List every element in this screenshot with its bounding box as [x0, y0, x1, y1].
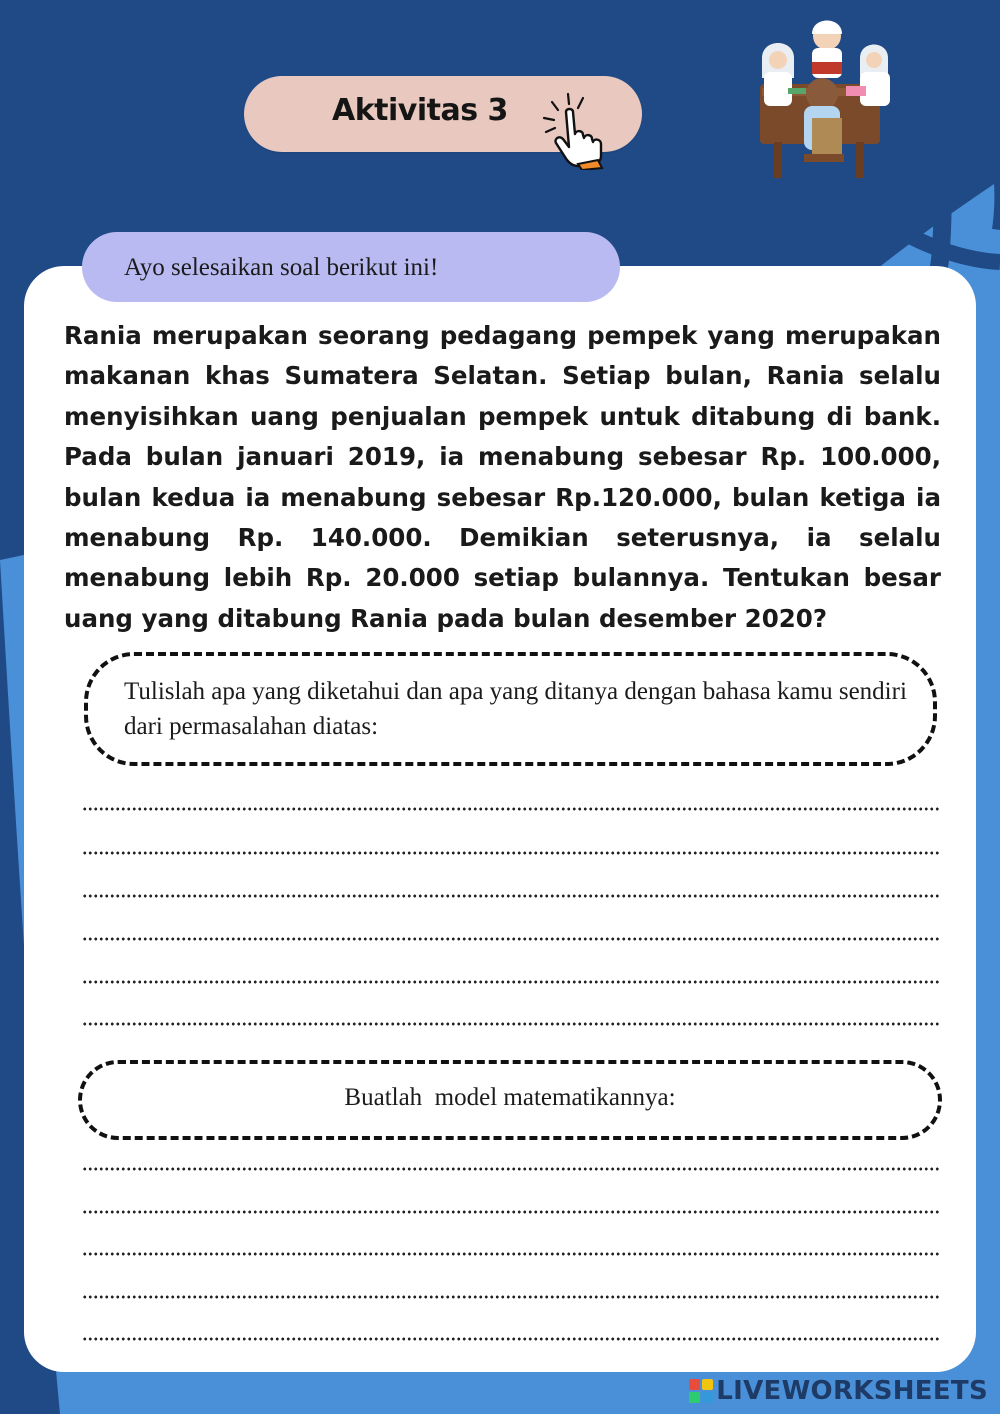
model-prompt-box: [78, 1060, 942, 1140]
answer-line-model-2[interactable]: [82, 1210, 940, 1214]
liveworksheets-logo-icon: [689, 1379, 713, 1403]
answer-line-known-4[interactable]: [82, 937, 940, 941]
answer-line-model-4[interactable]: [82, 1295, 940, 1299]
instruction-pill: [82, 232, 620, 302]
answer-line-model-5[interactable]: [82, 1337, 940, 1341]
answer-line-known-1[interactable]: [82, 807, 940, 811]
problem-statement: Rania merupakan seorang pedagang pempek yang merupakan makanan khas Sumatera Selatan. Setiap bulan, Rania selalu menyisihkan uang penjualan pempek untuk ditabung di bank. Pada bulan januari 2019, ia menabung sebesar Rp. 100.000, bulan kedua ia menabung sebesar Rp.120.000, bulan ketiga ia menabung Rp. 140.000. Demikian seterusnya, ia selalu menabung lebih Rp. 20.000 setiap bulannya. Tentukan besar uang yang ditabung Rania pada bulan desember 2020?: [64, 321, 941, 633]
answer-line-model-1[interactable]: [82, 1167, 940, 1171]
answer-line-known-2[interactable]: [82, 851, 940, 855]
known-asked-prompt-box: [84, 652, 937, 766]
instruction-text: Ayo selesaikan soal berikut ini!: [124, 254, 439, 281]
liveworksheets-watermark: [689, 1376, 988, 1406]
known-asked-prompt: Tulislah apa yang diketahui dan apa yang ditanya dengan bahasa kamu sendiri dari permasalahan diatas:: [124, 678, 907, 740]
pointer-hand-icon: [538, 90, 628, 170]
students-studying-illustration: [752, 14, 902, 182]
activity-title: Aktivitas 3: [332, 93, 508, 128]
answer-line-known-3[interactable]: [82, 894, 940, 898]
answer-line-known-6[interactable]: [82, 1022, 940, 1026]
answer-line-known-5[interactable]: [82, 980, 940, 984]
model-prompt: Buatlah model matematikannya:: [344, 1084, 676, 1111]
answer-line-model-3[interactable]: [82, 1252, 940, 1256]
watermark-text: LIVEWORKSHEETS: [716, 1376, 988, 1406]
